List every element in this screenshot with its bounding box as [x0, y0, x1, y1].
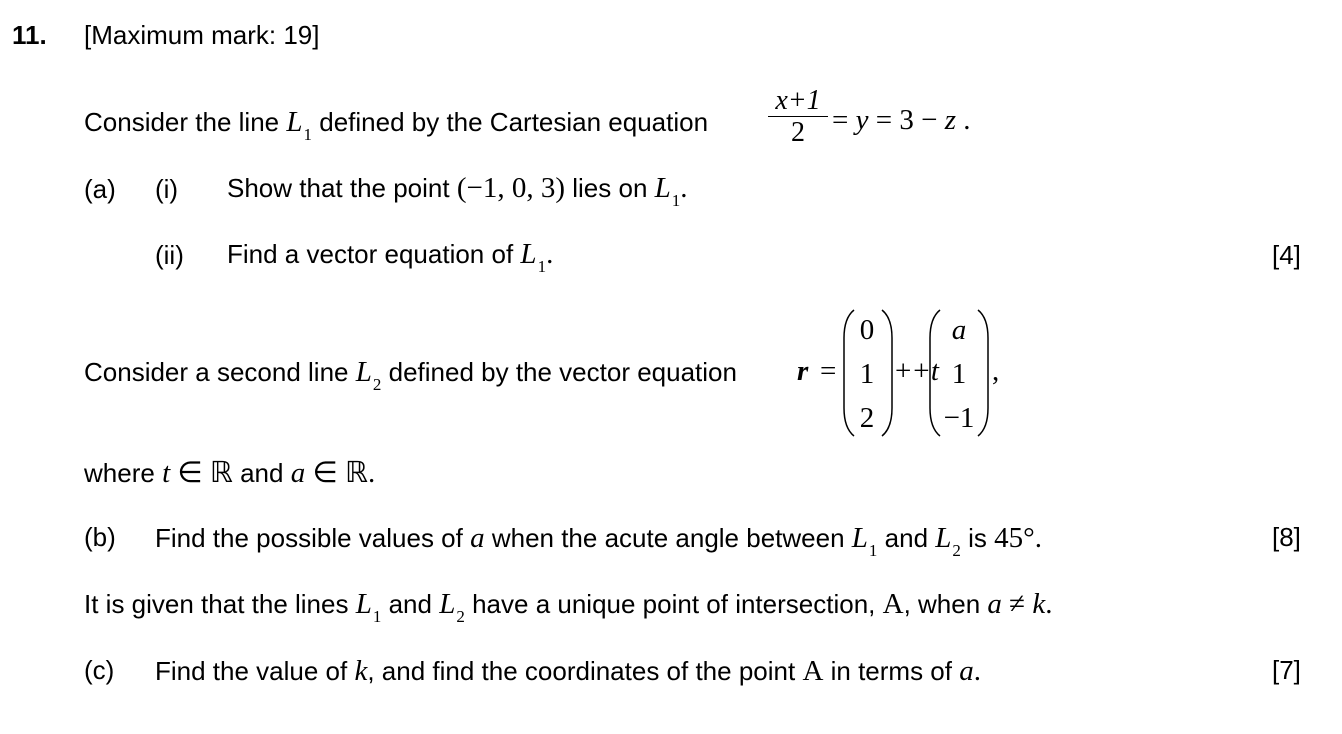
part-c-mark: [7]: [1272, 655, 1301, 685]
vector-r: r: [797, 355, 809, 387]
vector-1-entry: 1: [859, 358, 875, 390]
vector-2-entry: 1: [951, 358, 967, 390]
point-coordinates: (−1, 0, 3): [456, 172, 566, 204]
equals-sign: =: [820, 355, 837, 387]
fraction-numerator: x+1: [775, 85, 821, 116]
line-l1-symbol: $L_1$: [654, 172, 681, 210]
part-a-ii-text: Find a vector equation of $L_1$.: [227, 238, 554, 276]
part-a-i-text: Show that the point (−1, 0, 3) lies on $L_1$.: [227, 172, 688, 210]
vector-2: [938, 308, 980, 440]
part-a-mark: [4]: [1272, 240, 1301, 270]
part-c-text: Find the value of k, and find the coordinates of the point A in terms of a.: [155, 655, 981, 687]
right-paren-vec1: [880, 308, 894, 438]
right-paren-vec2: [976, 308, 990, 438]
vector-1-entry: 2: [859, 402, 875, 434]
cartesian-equation-rest: = y = 3 − z .: [832, 104, 971, 136]
intro-text-before: Consider the line: [84, 107, 280, 137]
line-l2-symbol: $L_2$: [355, 356, 382, 394]
intro-line: [84, 106, 709, 144]
line-l1-symbol: $L_1$: [851, 522, 878, 560]
vector-comma: ,: [992, 355, 1000, 387]
line-l1-symbol: $L_1$: [520, 238, 547, 276]
vector-1: [852, 308, 882, 440]
second-line-text: Consider a second line $L_2$ defined by the vector equation: [84, 356, 737, 394]
part-c-label: (c): [84, 655, 115, 685]
cartesian-fraction: [768, 86, 828, 149]
vector-1-entry: 0: [859, 314, 875, 346]
part-a-label: (a): [84, 174, 116, 204]
intro-text-after: defined by the Cartesian equation: [319, 107, 709, 137]
question-number: 11.: [12, 20, 47, 50]
vector-2-entry: a: [951, 314, 967, 346]
line-l2-symbol: $L_2$: [439, 588, 465, 626]
fraction-denominator: 2: [791, 117, 805, 148]
part-a-i-label: (i): [155, 174, 179, 204]
line-l1-symbol: $L_1$: [286, 106, 312, 144]
line-l1-symbol: $L_1$: [355, 588, 382, 626]
line-l2-symbol: $L_2$: [935, 522, 961, 560]
part-a-ii-label: (ii): [155, 240, 184, 270]
vector-2-entry: −1: [943, 402, 975, 434]
where-line: where t ∈ ℝ and a ∈ ℝ.: [84, 457, 376, 489]
given-text: It is given that the lines $L_1$ and $L_2$ have a unique point of intersection, A, when a ≠ k.: [84, 588, 1053, 626]
part-b-text: Find the possible values of a when the acute angle between $L_1$ and $L_2$ is 45°.: [155, 522, 1043, 560]
max-mark: [Maximum mark: 19]: [84, 20, 320, 50]
part-b-mark: [8]: [1272, 522, 1301, 552]
part-b-label: (b): [84, 522, 116, 552]
plus-t: ++t: [895, 355, 939, 387]
